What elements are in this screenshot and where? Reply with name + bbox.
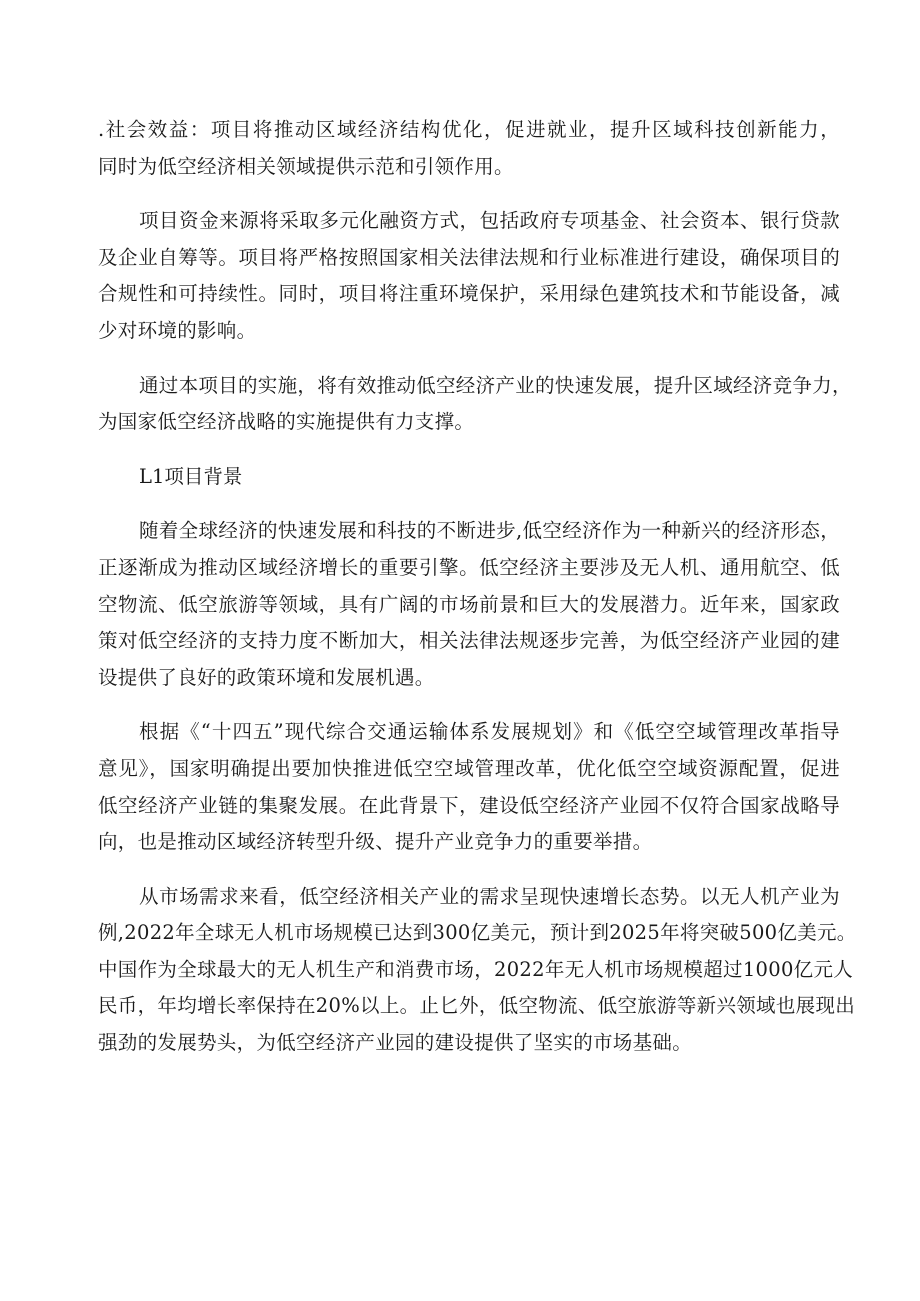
text-line: 设提供了良好的政策环境和发展机遇。 — [98, 665, 435, 689]
paragraph-global-economy — [98, 513, 840, 696]
text-line: 强劲的发展势头，为低空经济产业园的建设提供了坚实的市场基础。 — [98, 1031, 693, 1055]
text-line: 正逐渐成为推动区域经济增长的重要引擎。低空经济主要涉及无人机、通用航空、低 — [98, 555, 840, 579]
paragraph-funding-source — [98, 203, 840, 349]
text-line: 及企业自筹等。项目将严格按照国家相关法律法规和行业标准进行建设，确保项目的 — [98, 245, 840, 269]
text-line: .社会效益：项目将推动区域经济结构优化，促进就业，提升区域科技创新能力， — [98, 118, 840, 141]
text-line: 例,2022年全球无人机市场规模已达到300亿美元，预计到2025年将突破500亿美元。 — [98, 921, 857, 945]
text-line: 为国家低空经济战略的实施提供有力支撑。 — [98, 410, 475, 434]
text-line: 项目资金来源将采取多元化融资方式，包括政府专项基金、社会资本、银行贷款 — [139, 209, 840, 233]
paragraph-implementation — [98, 368, 852, 441]
paragraph-social-benefit — [98, 112, 840, 185]
paragraph-policy-basis — [98, 714, 840, 860]
text-line: 根据《“十四五”现代综合交通运输体系发展规划》和《低空空域管理改革指导 — [139, 720, 840, 744]
text-line: 向，也是推动区域经济转型升级、提升产业竞争力的重要举措。 — [98, 830, 653, 854]
text-line: 低空经济产业链的集聚发展。在此背景下，建设低空经济产业园不仅符合国家战略导 — [98, 793, 840, 817]
text-line: 同时为低空经济相关领域提供示范和引领作用。 — [98, 154, 514, 178]
text-line: 策对低空经济的支持力度不断加大，相关法律法规逐步完善，为低空经济产业园的建 — [98, 629, 840, 653]
text-line: 合规性和可持续性。同时，项目将注重环境保护，采用绿色建筑技术和节能设备，减 — [98, 282, 840, 306]
text-line: 意见》，国家明确提出要加快推进低空空域管理改革，优化低空空域资源配置，促进 — [98, 756, 840, 780]
text-line: 从市场需求来看，低空经济相关产业的需求呈现快速增长态势。以无人机产业为 — [139, 884, 840, 908]
section-heading: L1项目背景 — [139, 464, 243, 488]
text-line: 通过本项目的实施，将有效推动低空经济产业的快速发展，提升区域经济竞争力， — [139, 373, 852, 397]
text-line: 少对环境的影响。 — [98, 318, 257, 342]
text-line: 中国作为全球最大的无人机生产和消费市场，2022年无人机市场规模超过1000亿元人 — [98, 957, 854, 981]
text-line: 空物流、低空旅游等领域，具有广阔的市场前景和巨大的发展潜力。近年来，国家政 — [98, 592, 840, 616]
text-line: 民币，年均增长率保持在20%以上。止匕外，低空物流、低空旅游等新兴领域也展现出 — [98, 994, 856, 1018]
text-line: 随着全球经济的快速发展和科技的不断进步,低空经济作为一种新兴的经济形态， — [139, 519, 840, 543]
paragraph-market-demand — [98, 879, 857, 1062]
